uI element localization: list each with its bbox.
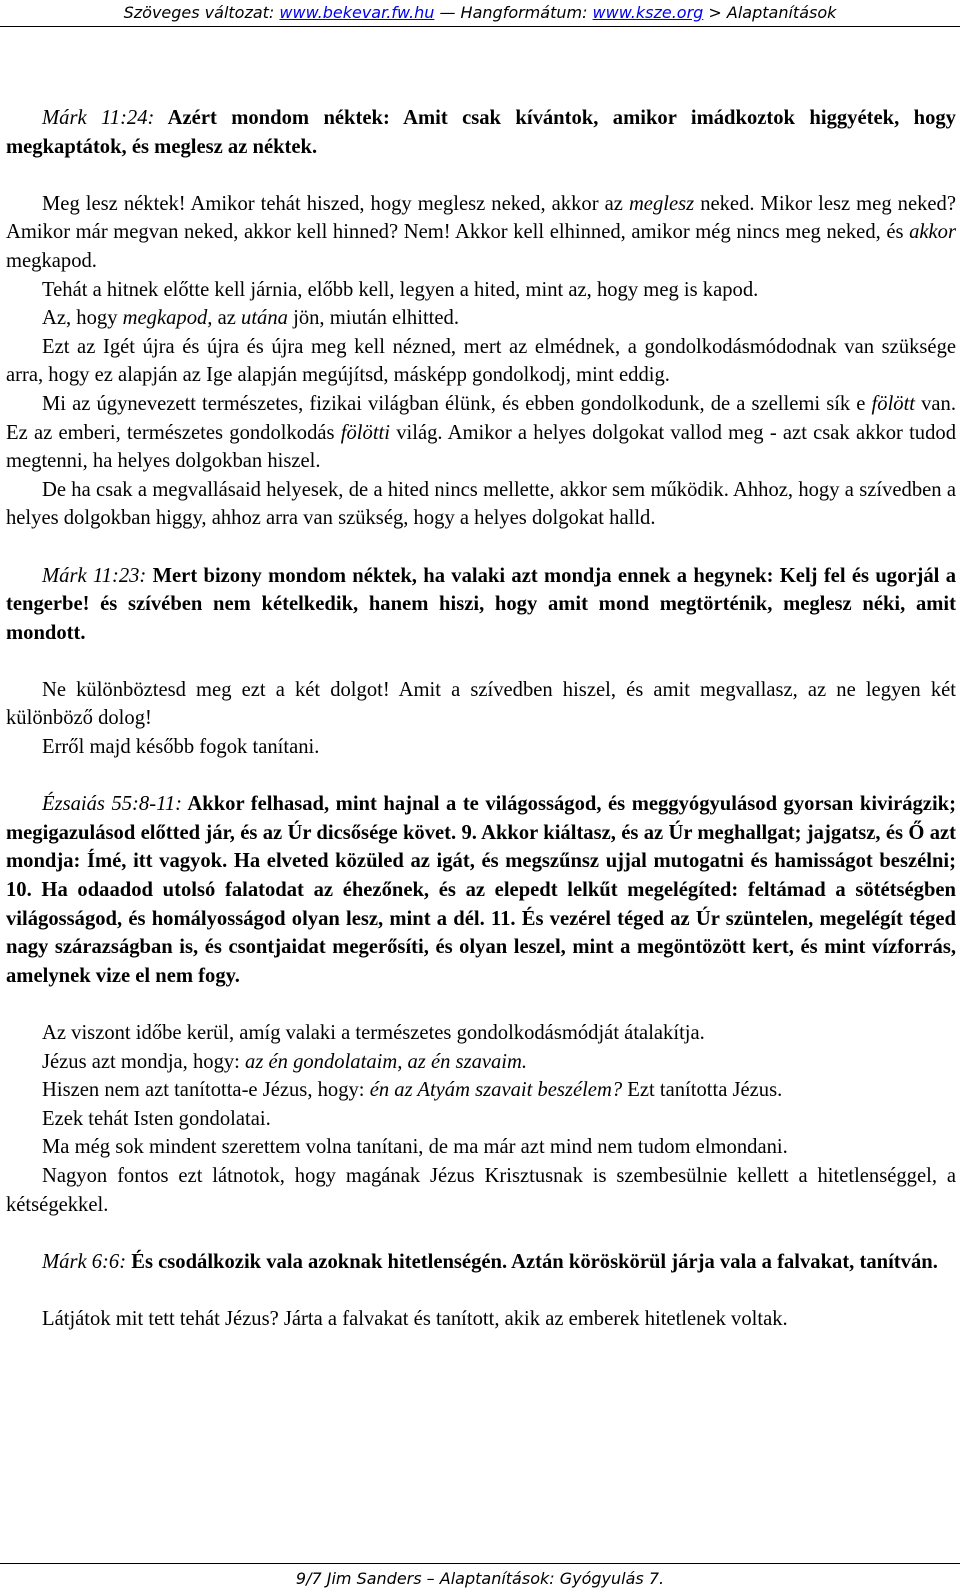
text-run: Ezt tanította Jézus. <box>622 1079 783 1102</box>
paragraph: Látjátok mit tett tehát Jézus? Járta a falvakat és tanított, akik az emberek hitetlenek voltak. <box>42 1307 788 1330</box>
text-run: megkapod. <box>6 249 97 272</box>
text-run: az <box>212 307 242 330</box>
paragraph: Az viszont időbe kerül, amíg valaki a természetes gondolkodásmódját átalakítja. <box>42 1022 705 1044</box>
paragraph: Ma még sok mindent szerettem volna tanítani, de ma már azt mind nem tudom elmondani. <box>42 1136 788 1159</box>
text-run: világ. Amikor a helyes dolgokat vallod meg - azt csak akkor tudod megtenni, ha helyes dolgokban hiszel. <box>6 421 956 473</box>
scripture-reference: Márk 11:24: <box>42 107 155 129</box>
text-run: jön, miután elhitted. <box>287 307 459 330</box>
text-run: Hiszen nem azt tanította-e Jézus, hogy: <box>42 1079 370 1102</box>
emphasis: megkapod, <box>122 307 213 330</box>
emphasis: meglesz <box>628 192 695 215</box>
scripture-quote <box>6 562 956 648</box>
paragraph: Ne különböztesd meg ezt a két dolgot! Amit a szívedben hiszel, és amit megvallasz, az ne legyen két különböző dolog! <box>6 678 956 730</box>
emphasis: fölötti <box>340 421 390 444</box>
paragraph <box>6 1048 956 1077</box>
scripture-reference: Márk 6:6: <box>42 1250 127 1273</box>
text-run: Az, hogy <box>42 307 123 330</box>
emphasis: utána <box>241 307 288 330</box>
text-run: neked. Mikor lesz meg neked? Amikor már megvan neked, akkor kell hinned? Nem! Akkor kell elhinned, amikor még nincs meg neked, és <box>6 192 956 244</box>
text-run: Jézus azt mondja, hogy: <box>42 1050 246 1073</box>
header-separator: — Hangformátum: <box>434 3 593 22</box>
scripture-text: És csodálkozik vala azoknak hitetlenségén. Aztán köröskörül járja vala a falvakat, tanítván. <box>126 1250 938 1273</box>
page-header <box>0 0 960 26</box>
scripture-reference: Márk 11:23: <box>42 564 147 587</box>
scripture-quote <box>6 1248 956 1277</box>
header-link-bekevar[interactable]: www.bekevar.fw.hu <box>279 3 435 22</box>
paragraph <box>6 390 956 476</box>
footer-rule <box>0 1563 960 1564</box>
page-footer: 9/7 Jim Sanders – Alaptanítások: Gyógyulás 7. <box>295 1569 665 1588</box>
header-prefix: Szöveges változat: <box>123 3 280 22</box>
text-run: van. Ez az emberi, természetes gondolkodás <box>6 392 956 444</box>
scripture-quote <box>6 790 956 990</box>
scripture-reference: Ézsaiás 55:8-11: <box>42 793 182 816</box>
paragraph: Erről majd később fogok tanítani. <box>42 736 320 759</box>
text-run: Mi az úgynevezett természetes, fizikai világban élünk, és ebben gondolkodunk, de a szellemi sík e <box>42 392 872 415</box>
emphasis: fölött <box>871 392 916 415</box>
document-body <box>6 104 956 1334</box>
paragraph: Ezt az Igét újra és újra és újra meg kell nézned, mert az elmédnek, a gondolkodásmódodnak van szüksége arra, hogy ez alapján az Ige alapján megújítsd, másképp gondolkodj, mint eddig. <box>6 335 956 387</box>
paragraph: Ezek tehát Isten gondolatai. <box>42 1107 271 1130</box>
emphasis: akkor <box>909 221 956 244</box>
paragraph: Tehát a hitnek előtte kell járnia, előbb kell, legyen a hited, mint az, hogy meg is kapod. <box>42 278 759 301</box>
header-suffix: > Alaptanítások <box>703 3 837 22</box>
emphasis: én az Atyám szavait beszélem? <box>369 1079 623 1102</box>
emphasis: az én gondolataim, az én szavaim. <box>245 1050 528 1073</box>
paragraph: Nagyon fontos ezt látnotok, hogy magának Jézus Krisztusnak is szembesülnie kellett a hitetlenséggel, a kétségekkel. <box>6 1164 956 1216</box>
scripture-quote <box>6 104 956 161</box>
paragraph <box>6 1076 956 1105</box>
scripture-text: Akkor felhasad, mint hajnal a te világosságod, és meggyógyulásod gyorsan kivirágzik; megigazulásod előtted jár, és az Úr dicsősége követ. 9. Akkor kiáltasz, és az Úr meghallgat; jajgatsz, és Ő azt mondja: Ímé, itt vagyok. Ha elveted közüled az igát, és megszűnsz ujjal mutogatni és hamisságot beszélni; 10. Ha odaadod utolsó falatodat az éhezőnek, és az elepedt lelkűt megelégíted: feltámad a sötétségben világosságod, és homályosságod olyan lesz, mint a dél. 11. És vezérel téged az Úr szüntelen, megelégít téged nagy szárazságban is, és csontjaidat megerősíti, és olyan leszel, mint a megöntözött kert, és mint vízforrás, amelynek vize el nem fogy. <box>6 793 956 987</box>
text-run: Meg lesz néktek! Amikor tehát hiszed, hogy meglesz neked, akkor az <box>42 192 629 215</box>
scripture-text: Azért mondom néktek: Amit csak kívántok, amikor imádkoztok higgyétek, hogy megkaptátok, és meglesz az néktek. <box>6 107 956 158</box>
paragraph <box>6 190 956 276</box>
header-rule <box>0 26 960 27</box>
header-link-ksze[interactable]: www.ksze.org <box>592 3 704 22</box>
scripture-text: Mert bizony mondom néktek, ha valaki azt mondja ennek a hegynek: Kelj fel és ugorjál a tengerbe! és szívében nem kételkedik, hanem hiszi, hogy amit mond megtörténik, meglesz néki, amit mondott. <box>6 564 956 644</box>
paragraph: De ha csak a megvallásaid helyesek, de a hited nincs mellette, akkor sem működik. Ahhoz, hogy a szívedben a helyes dolgokban higgy, ahhoz arra van szükség, hogy a helyes dolgokat halld. <box>6 478 956 530</box>
paragraph <box>6 304 956 333</box>
